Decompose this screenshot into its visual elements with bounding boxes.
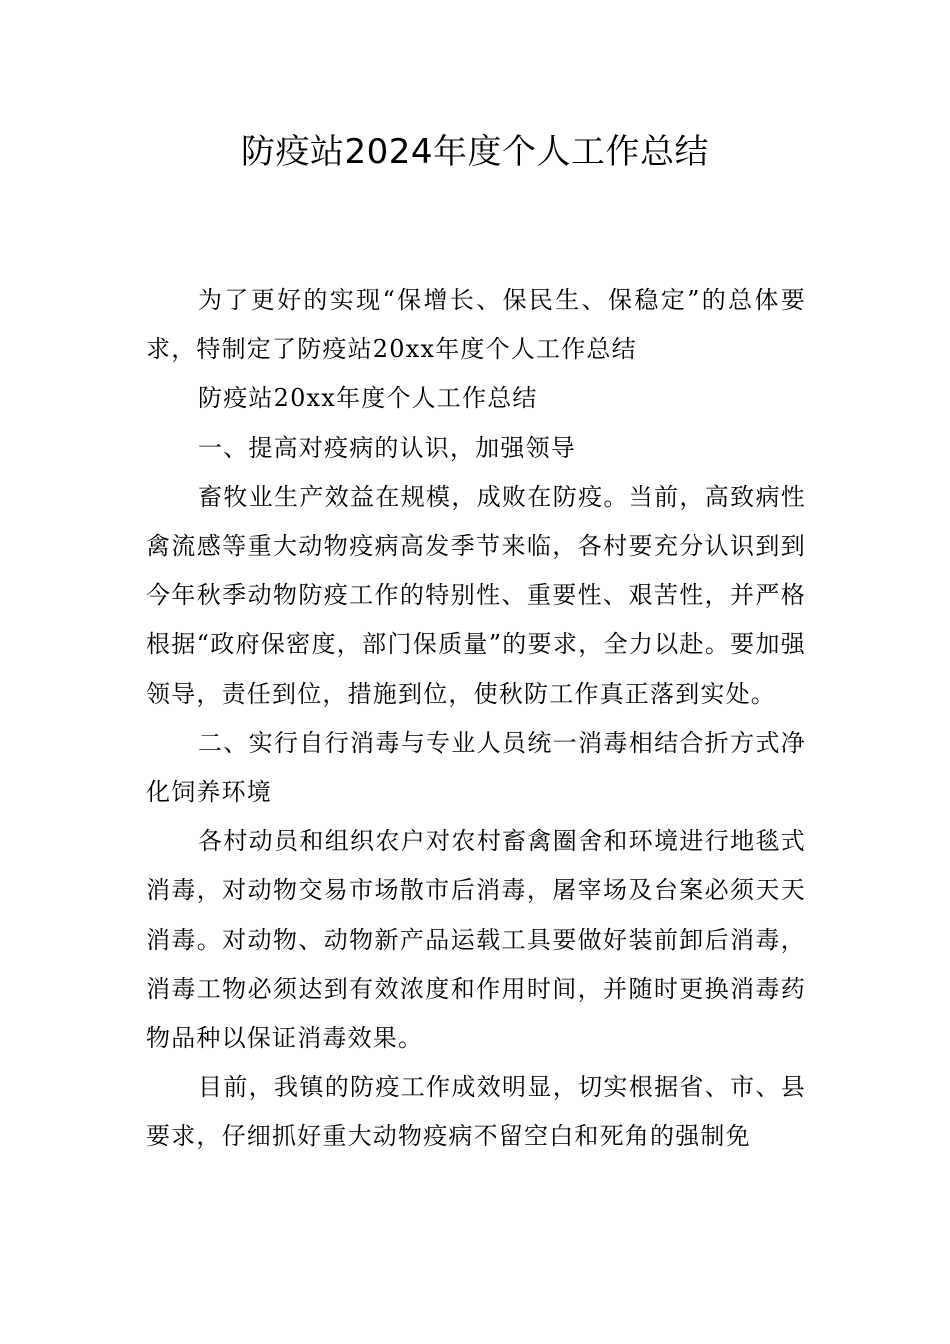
section-heading-1: 一、提高对疫病的认识，加强领导: [198, 433, 576, 462]
section-heading-2: 二、实行自行消毒与专业人员统一消毒相结合折方式净化饲养环境: [146, 728, 806, 807]
section-1-paragraph: 畜牧业生产效益在规模，成败在防疫。当前，高致病性禽流感等重大动物疫病高发季节来临，各村要充分认识到到今年秋季动物防疫工作的特别性、重要性、艰苦性，并严格根据“政府保密度，部门保质量”的要求，全力以赴。要加强领导，责任到位，措施到位，使秋防工作真正落到实处。: [146, 482, 806, 708]
section-2-paragraph: 各村动员和组织农户对农村畜禽圈舍和环境进行地毯式消毒，对动物交易市场散市后消毒，屠宰场及台案必须天天消毒。对动物、动物新产品运载工具要做好装前卸后消毒，消毒工物必须达到有效浓度和作用时间，并随时更换消毒药物品种以保证消毒效果。: [146, 827, 806, 1053]
closing-paragraph: 目前，我镇的防疫工作成效明显，切实根据省、市、县要求，仔细抓好重大动物疫病不留空白和死角的强制免: [146, 1073, 806, 1151]
intro-paragraph: 为了更好的实现“保增长、保民生、保稳定”的总体要求，特制定了防疫站20xx年度个人工作总结: [146, 286, 806, 364]
document-title: 防疫站2024年度个人工作总结: [240, 132, 710, 172]
subtitle-paragraph: 防疫站20xx年度个人工作总结: [198, 384, 538, 413]
document-body: [146, 276, 806, 1162]
